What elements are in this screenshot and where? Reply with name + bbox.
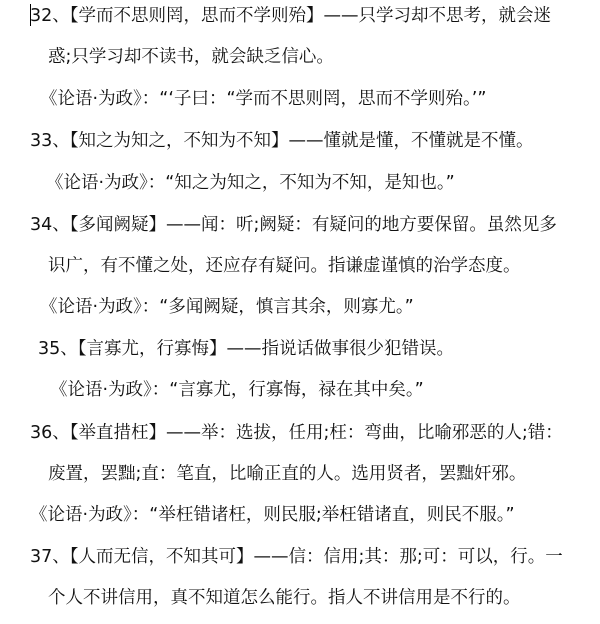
entry-32-continuation: 惑;只学习却不读书，就会缺乏信心。 bbox=[48, 47, 334, 67]
entry-33-idiom-line: 33、【知之为知之，不知为不知】——懂就是懂，不懂就是不懂。 bbox=[30, 131, 534, 151]
entry-32-source: 《论语·为政》：“‘子曰：“学而不思则罔，思而不学则殆。’” bbox=[40, 89, 487, 109]
entry-34-continuation: 识广，有不懂之处，还应存有疑问。指谦虚谨慎的治学态度。 bbox=[48, 256, 521, 276]
entry-34-source: 《论语·为政》：“多闻阙疑，慎言其余，则寡尤。” bbox=[40, 297, 414, 317]
entry-32-idiom-line: 32、【学而不思则罔，思而不学则殆】——只学习却不思考，就会迷 bbox=[30, 6, 552, 26]
entry-35-source: 《论语·为政》：“言寡尤，行寡悔，禄在其中矣。” bbox=[50, 380, 424, 400]
entry-36-continuation: 废置，罢黜;直：笔直，比喻正直的人。选用贤者，罢黜奸邪。 bbox=[48, 464, 527, 484]
entry-34-idiom-line: 34、【多闻阙疑】——闻：听;阙疑：有疑问的地方要保留。虽然见多 bbox=[30, 215, 557, 235]
entry-37-idiom-line: 37、【人而无信，不知其可】——信：信用;其：那;可：可以，行。一 bbox=[30, 547, 563, 567]
entry-36-source: 《论语·为政》：“举枉错诸枉，则民服;举枉错诸直，则民不服。” bbox=[30, 505, 515, 525]
entry-36-idiom-line: 36、【举直措枉】——举：选拔，任用;枉：弯曲，比喻邪恶的人;错： bbox=[30, 423, 563, 443]
entry-33-source: 《论语·为政》：“知之为知之，不知为不知，是知也。” bbox=[46, 173, 455, 193]
entry-35-idiom-line: 35、【言寡尤，行寡悔】——指说话做事很少犯错误。 bbox=[38, 339, 455, 359]
entry-37-continuation: 个人不讲信用，真不知道怎么能行。指人不讲信用是不行的。 bbox=[48, 588, 521, 608]
